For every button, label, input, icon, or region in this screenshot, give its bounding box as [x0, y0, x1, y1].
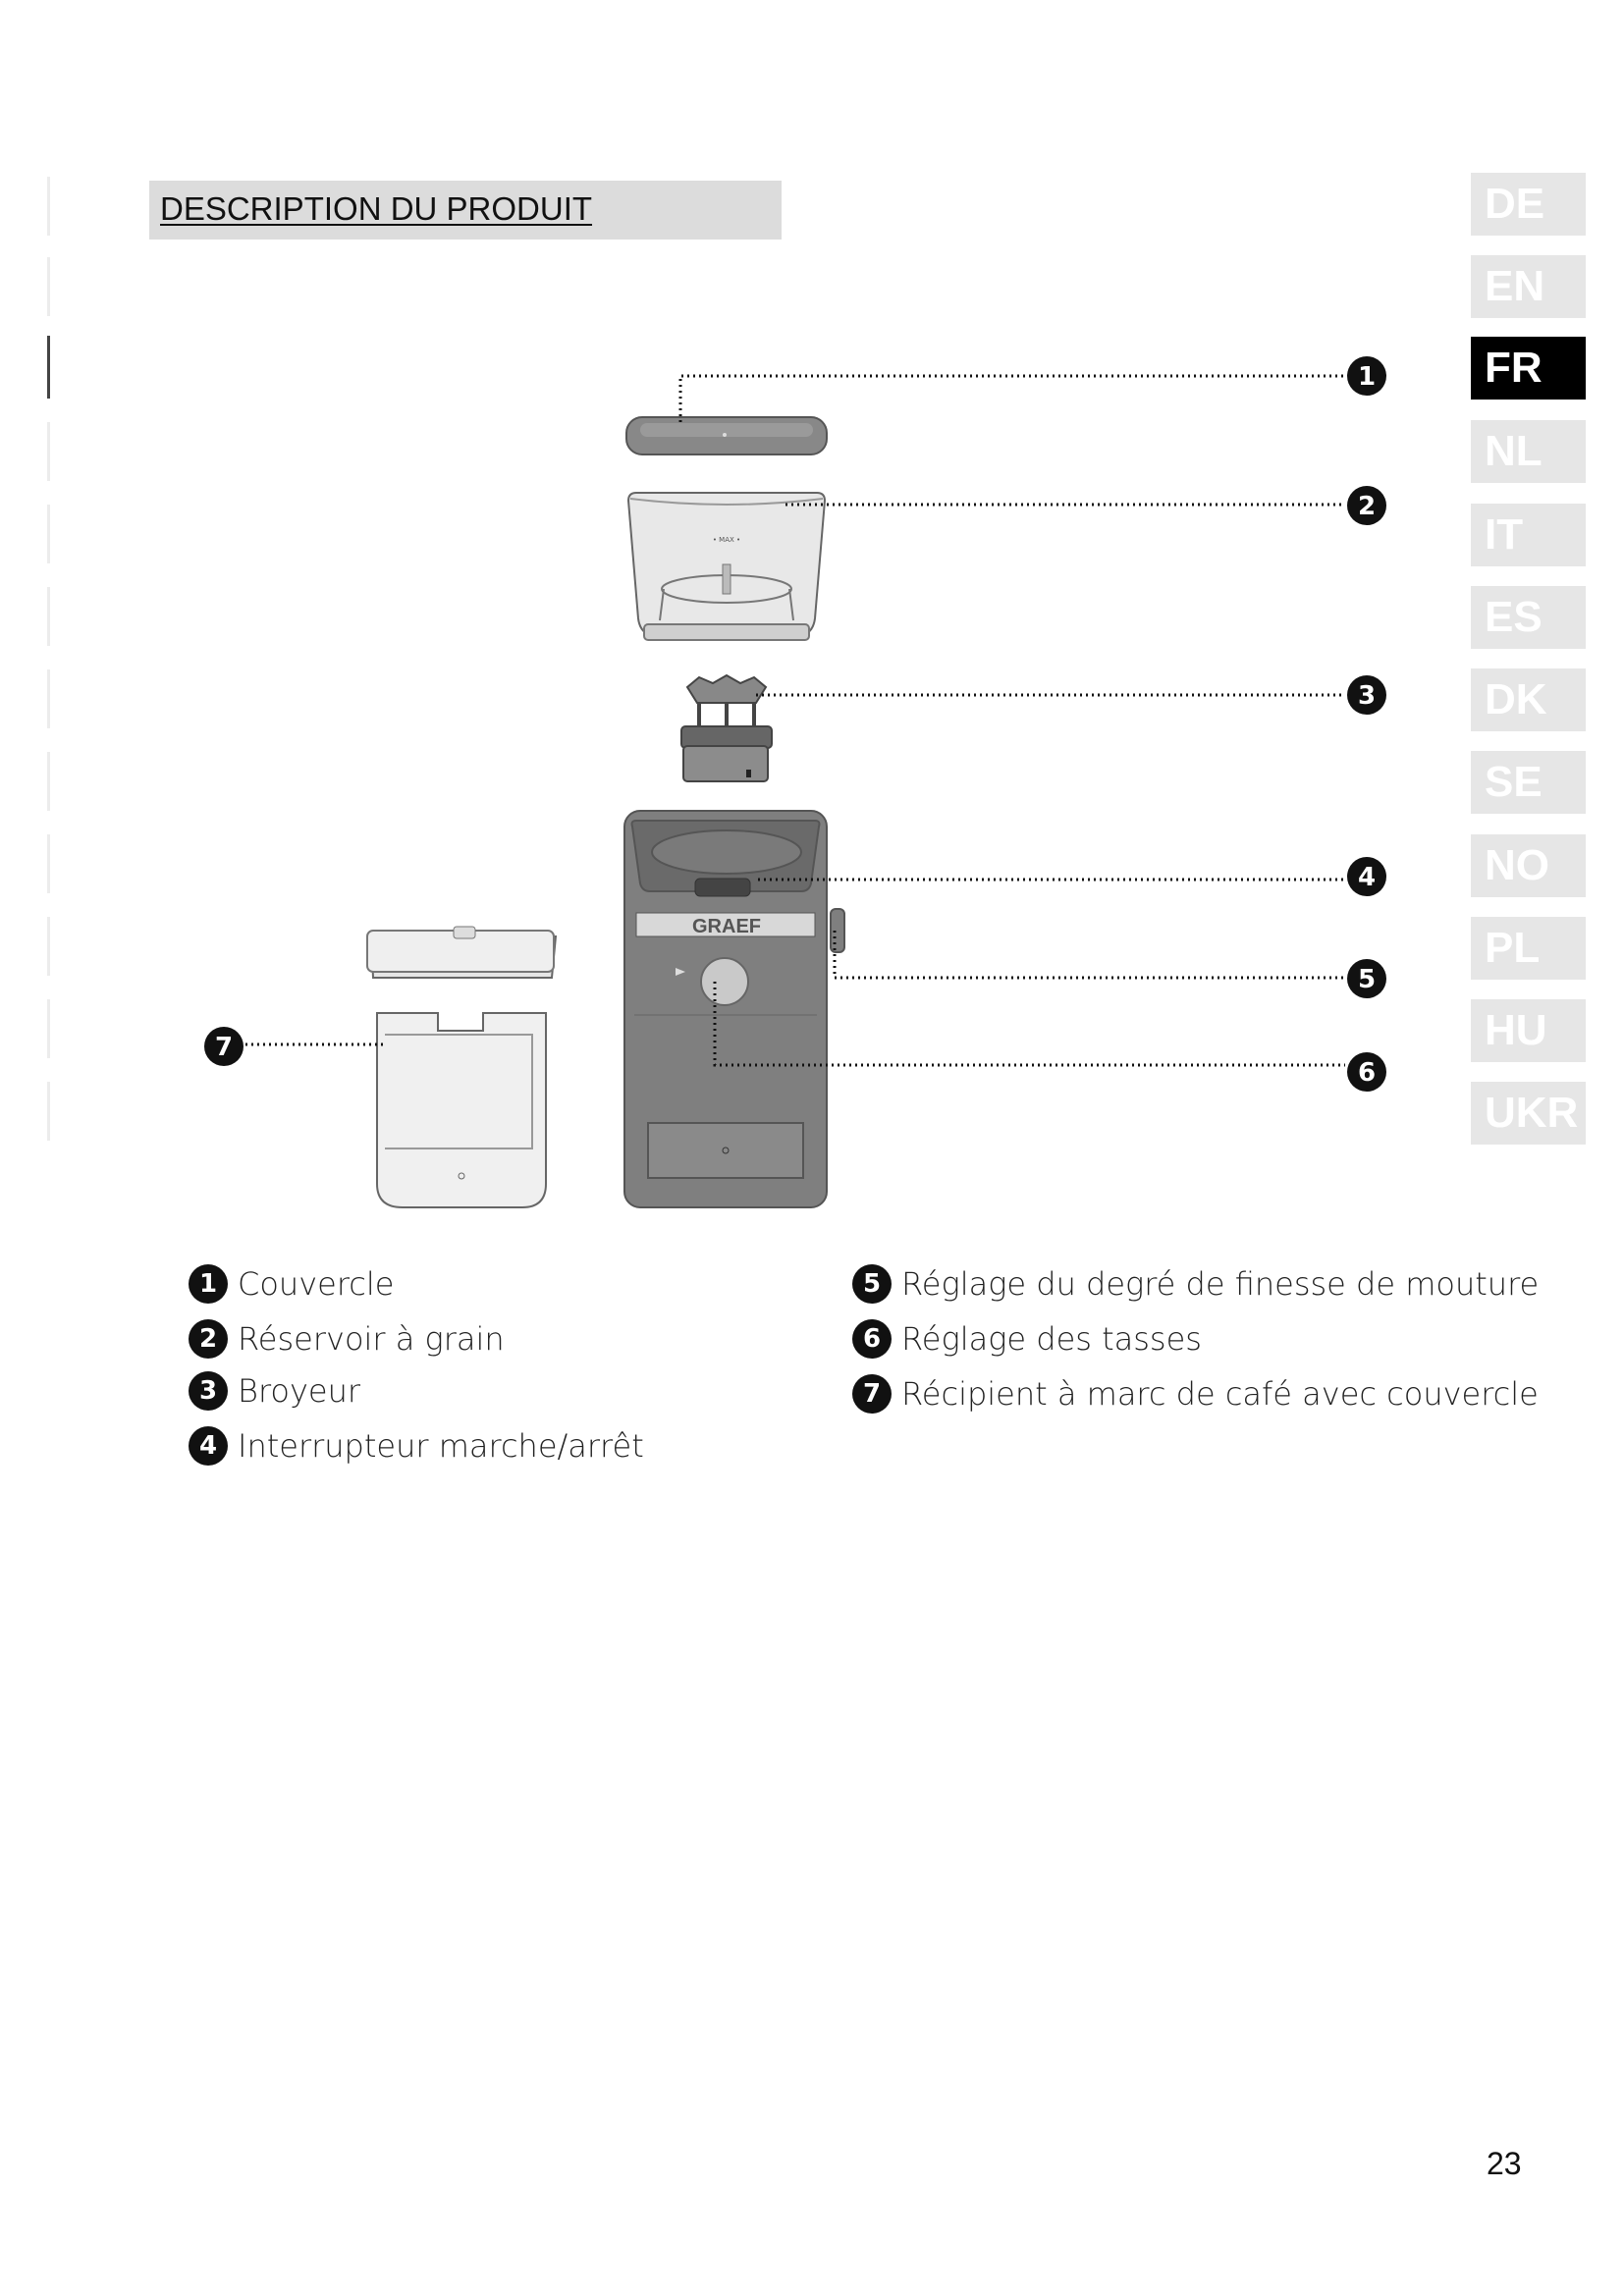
legend-number-badge: 7 [852, 1374, 892, 1414]
legend-number-badge: 1 [189, 1264, 228, 1304]
svg-text:6: 6 [1357, 1058, 1377, 1088]
brand-label: GRAEF [692, 916, 761, 937]
legend-item-6 [852, 1319, 1202, 1359]
legend-label: Réservoir à grain [238, 1320, 505, 1358]
legend-item-1 [189, 1264, 394, 1304]
legend-item-4 [189, 1426, 644, 1466]
max-fill-label: • MAX • [712, 536, 741, 544]
tab-language-ukr[interactable]: UKR [1471, 1082, 1586, 1145]
callout-badge-4 [1347, 857, 1386, 896]
callout-badge-5 [1347, 959, 1386, 998]
tab-language-de[interactable]: DE [1471, 173, 1586, 236]
legend-number-badge: 2 [189, 1319, 228, 1359]
tab-language-fr[interactable]: FR [1471, 337, 1586, 400]
legend-number-badge: 5 [852, 1264, 892, 1304]
svg-text:5: 5 [1357, 965, 1377, 994]
burr-illustration [681, 675, 772, 781]
callout-badge-1 [1347, 356, 1386, 396]
callout-badge-3 [1347, 675, 1386, 715]
legend-number-badge: 3 [189, 1371, 228, 1411]
legend-number-badge: 6 [852, 1319, 892, 1359]
callout-badge-7 [204, 1027, 244, 1066]
legend-item-3 [189, 1371, 360, 1411]
legend-label: Récipient à marc de café avec couvercle [901, 1375, 1539, 1413]
legend-label: Couvercle [238, 1265, 395, 1303]
svg-text:4: 4 [1357, 863, 1377, 892]
tab-language-es[interactable]: ES [1471, 586, 1586, 649]
legend-label: Interrupteur marche/arrêt [238, 1427, 644, 1465]
callout-badge-2 [1347, 486, 1386, 525]
bean-hopper-illustration [628, 493, 825, 640]
tab-language-no[interactable]: NO [1471, 834, 1586, 897]
tab-language-en[interactable]: EN [1471, 255, 1586, 318]
grounds-container-illustration [367, 927, 556, 1207]
page-number: 23 [1487, 2146, 1522, 2181]
legend-label: Réglage des tasses [901, 1320, 1202, 1358]
tab-language-hu[interactable]: HU [1471, 999, 1586, 1062]
grinder-body-illustration [624, 811, 844, 1207]
tab-language-it[interactable]: IT [1471, 504, 1586, 566]
svg-text:7: 7 [214, 1033, 234, 1062]
svg-text:3: 3 [1357, 681, 1377, 711]
legend-label: Réglage du degré de finesse de mouture [901, 1265, 1540, 1303]
tab-language-pl[interactable]: PL [1471, 917, 1586, 980]
tab-language-nl[interactable]: NL [1471, 420, 1586, 483]
legend-label: Broyeur [238, 1372, 361, 1410]
section-title: DESCRIPTION DU PRODUIT [160, 190, 593, 227]
tab-language-se[interactable]: SE [1471, 751, 1586, 814]
legend-item-7 [852, 1374, 1539, 1414]
svg-text:1: 1 [1357, 362, 1377, 392]
lid-illustration [626, 417, 827, 454]
svg-text:2: 2 [1357, 492, 1377, 521]
legend-item-5 [852, 1264, 1539, 1304]
tab-language-dk[interactable]: DK [1471, 668, 1586, 731]
leader-line [835, 931, 1345, 978]
legend-number-badge: 4 [189, 1426, 228, 1466]
legend-item-2 [189, 1319, 505, 1359]
leader-line [680, 376, 1345, 422]
callout-badge-6 [1347, 1052, 1386, 1092]
